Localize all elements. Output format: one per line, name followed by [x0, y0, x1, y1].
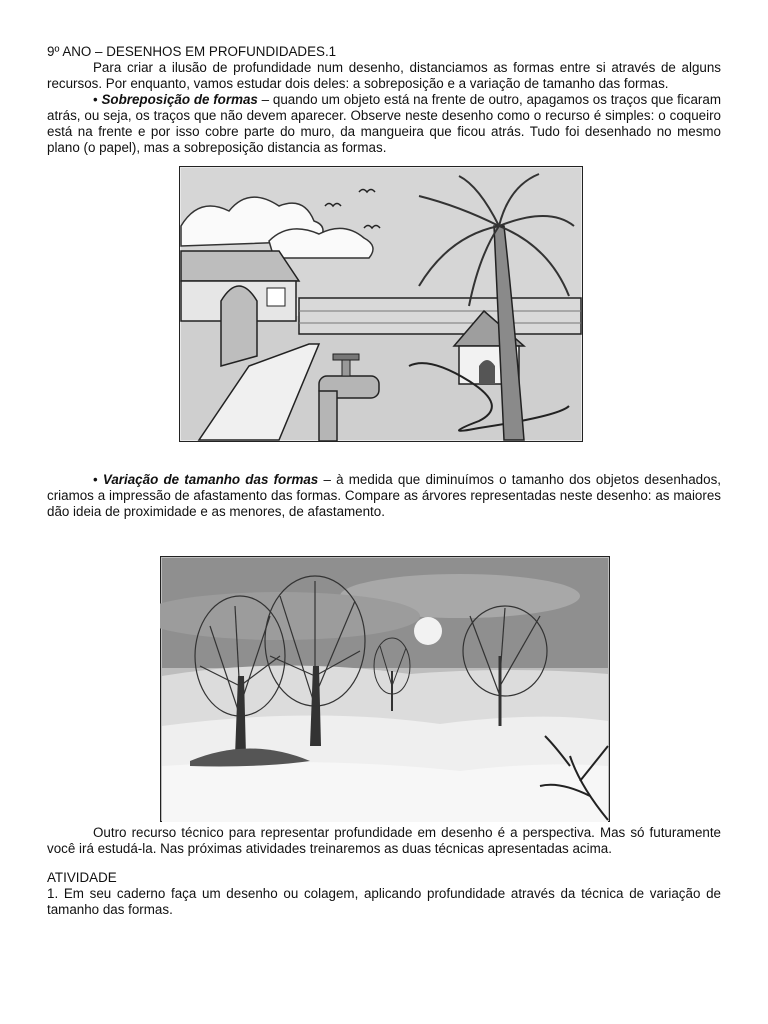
overlap-drawing: [179, 166, 583, 442]
variacao-section: [47, 472, 721, 520]
trees-drawing: [160, 556, 610, 822]
bullet: •: [93, 472, 98, 487]
atividade-heading: ATIVIDADE: [47, 870, 117, 885]
perspectiva-section: [47, 825, 721, 857]
page-title: 9º ANO – DESENHOS EM PROFUNDIDADES.1: [47, 44, 337, 59]
sun: [414, 617, 442, 645]
perspectiva-paragraph: Outro recurso técnico para representar profundidade em desenho é a perspectiva. Mas só futuramente você irá estudá-la. Nas próximas atividades treinaremos as duas técnicas apresentadas acima.: [47, 825, 721, 856]
trees-illustration: [160, 556, 610, 822]
variacao-paragraph: [47, 472, 721, 520]
variacao-term: Variação de tamanho das formas: [102, 472, 319, 487]
variacao-text: – à medida que diminuímos o tamanho dos objetos desenhados, criamos a impressão de afastamento das formas. Compare as árvores representadas neste desenho: as maiores dão ideia de proximidade e as menores, de afastamento.: [47, 472, 721, 519]
sobreposicao-paragraph: [47, 92, 721, 156]
page-content: [47, 44, 721, 156]
wall: [299, 298, 581, 334]
atividade-section: [47, 870, 721, 918]
sobreposicao-text: – quando um objeto está na frente de outro, apagamos os traços que ficaram atrás, ou seja, os traços que não devem aparecer. Observe neste desenho como o recurso é simples: o coqueiro está na frente e por isso cobre parte do muro, da mangueira que ficou atrás. Tudo foi desenhado no mesmo plano (o papel), mas a sobreposição distancia as formas.: [47, 92, 721, 155]
gate: [221, 286, 257, 366]
sobreposicao-term: Sobreposição de formas: [101, 92, 258, 107]
atividade-item-1: 1. Em seu caderno faça um desenho ou colagem, aplicando profundidade através da técnica de variação de tamanho das formas.: [47, 886, 721, 917]
overlap-illustration: [179, 166, 583, 442]
bullet: •: [93, 92, 98, 107]
intro-paragraph: Para criar a ilusão de profundidade num desenho, distanciamos as formas entre si através de alguns recursos. Por enquanto, vamos estudar dois deles: a sobreposição e a variação de tamanho das formas.: [47, 60, 721, 91]
